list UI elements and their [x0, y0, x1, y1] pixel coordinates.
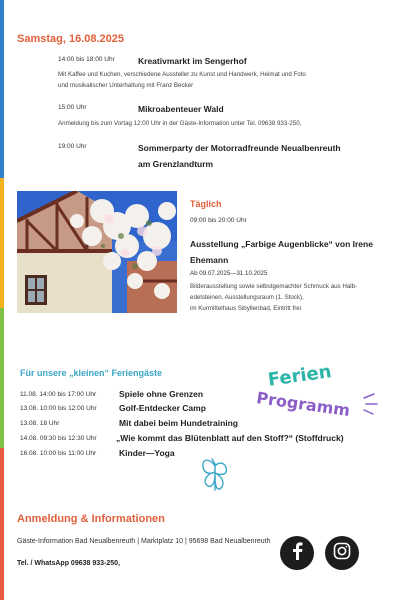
facebook-icon [289, 542, 305, 565]
stripe-red [0, 448, 4, 600]
contact-phone: Tel. / WhatsApp 09638 933-250, [17, 560, 120, 567]
kids-item-title: „Wie kommt das Blütenblatt auf den Stoff?“ (Stoffdruck) [116, 433, 344, 443]
kids-item-time: 13.08. 10:00 bis 12:00 Uhr [20, 405, 97, 412]
daily-time: 09:00 bis 20:00 Uhr [190, 217, 247, 224]
instagram-icon [333, 542, 351, 565]
kids-item-time: 16.08. 10:00 bis 11:00 Uhr [20, 450, 97, 457]
contact-heading: Anmeldung & Informationen [17, 513, 165, 525]
event-title: Mikroabenteuer Wald [138, 104, 224, 114]
kids-item-time: 11.08. 14:00 bis 17:00 Uhr [20, 391, 97, 398]
stripe-green [0, 308, 4, 448]
event-time: 15:00 Uhr [58, 104, 87, 111]
kids-heading: Für unsere „kleinen“ Feriengäste [20, 368, 163, 378]
programm-word: Programm [256, 388, 352, 418]
event-desc: Anmeldung bis zum Vortag 12:00 Uhr in der Gäste-Information unter Tel. 09638 933-250, [58, 120, 302, 127]
kids-item-title: Kinder—Yoga [119, 448, 175, 458]
stripe-yellow [0, 178, 4, 308]
kids-item-title: Golf-Entdecker Camp [119, 403, 206, 413]
exhibition-description [190, 281, 395, 314]
blossom-house-photo [17, 191, 177, 313]
exhibition-desc-line: edelsteinen. Ausstellungsraum (1. Stock), [190, 294, 304, 301]
daily-label: Täglich [190, 199, 222, 209]
exhibition-title: Ausstellung „Farbige Augenblicke“ von Irene Ehemann [190, 239, 373, 265]
kids-item-title: Mit dabei beim Hundetraining [119, 418, 239, 428]
event-desc: Mit Kaffee und Kuchen, verschiedene Aussteller zu Kunst und Handwerk, Heimat und Foto [58, 71, 306, 78]
ferien-word: Ferien [266, 361, 333, 391]
exhibition-dates: Ab 09.07.2025—31.10.2025 [190, 270, 268, 277]
event-time: 19:00 Uhr [58, 143, 87, 150]
event-time: 14:00 bis 18:00 Uhr [58, 56, 115, 63]
kids-item-time: 13.08. 18 Uhr [20, 420, 60, 427]
event-title: Kreativmarkt im Sengerhof [138, 56, 247, 66]
date-heading: Samstag, 16.08.2025 [17, 33, 125, 45]
event-title: Sommerparty der Motorradfreunde Neualbenreuth [138, 143, 341, 153]
contact-address: Gäste-Information Bad Neualbenreuth | Marktplatz 10 | 95698 Bad Neualbenreuth [17, 538, 271, 545]
ferien-programm-badge [256, 358, 386, 418]
exhibition-desc-line: im Kurmittelhaus Sibyllenbad, Eintritt frei [190, 305, 302, 312]
kids-item-time: 14.08. 09:30 bis 12:30 Uhr [20, 435, 97, 442]
kids-item-title: Spiele ohne Grenzen [119, 389, 204, 399]
event-desc: und musikalischer Unterhaltung mit Franz Becker [58, 82, 194, 89]
instagram-button[interactable] [325, 536, 359, 570]
event-title: am Grenzlandturm [138, 159, 214, 169]
butterfly-icon [198, 456, 232, 496]
facebook-button[interactable] [280, 536, 314, 570]
stripe-blue [0, 0, 4, 178]
exhibition-desc-line: Bilderausstellung sowie selbstgemachter Schmuck aus Halb- [190, 283, 358, 290]
